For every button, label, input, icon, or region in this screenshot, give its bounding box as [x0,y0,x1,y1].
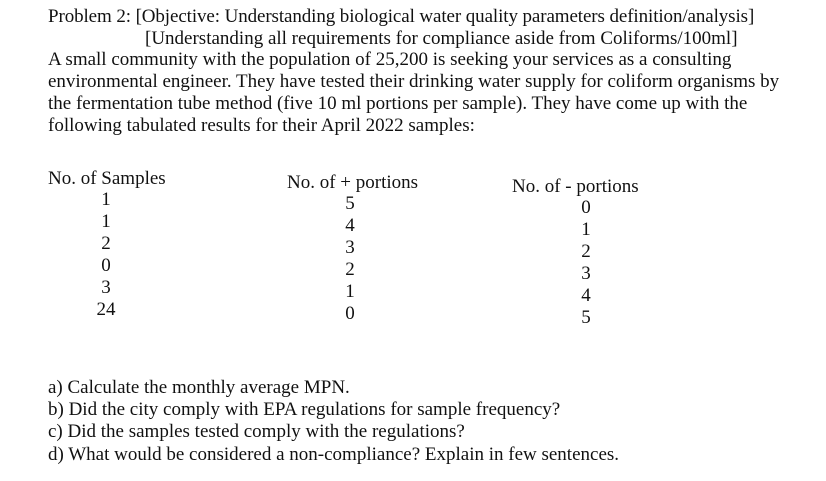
positive-cell: 0 [345,303,355,324]
negative-portions-column [512,176,662,329]
problem-subtitle: [Understanding all requirements for compliance aside from Coliforms/100ml] [145,28,738,49]
samples-header: No. of Samples [48,168,166,189]
positive-cell: 4 [345,215,355,236]
problem-paragraph-line: the fermentation tube method (five 10 ml portions per sample). They have come up with the [48,93,748,114]
positive-cell: 3 [345,237,355,258]
samples-cell: 1 [101,189,111,210]
positive-portions-header: No. of + portions [287,172,419,193]
problem-title: Problem 2: [Objective: Understanding biological water quality parameters definition/analysis] [48,6,755,27]
negative-cell: 0 [581,197,591,218]
samples-cell: 24 [96,299,116,320]
problem-paragraph-line: A small community with the population of 25,200 is seeking your services as a consulting [48,49,732,70]
problem-paragraph-line: following tabulated results for their April 2022 samples: [48,115,475,136]
samples-column [48,168,178,321]
positive-cell: 5 [345,193,355,214]
samples-cell: 3 [101,277,111,298]
negative-cell: 2 [581,241,591,262]
question-d: d) What would be considered a non-compliance? Explain in few sentences. [48,444,620,465]
negative-cell: 1 [581,219,591,240]
positive-portions-column [287,172,437,325]
negative-cell: 4 [581,285,591,306]
positive-cell: 2 [345,259,355,280]
negative-portions-header: No. of - portions [512,176,639,197]
samples-cell: 2 [101,233,111,254]
samples-cell: 0 [101,255,111,276]
positive-cell: 1 [345,281,355,302]
negative-cell: 3 [581,263,591,284]
samples-cell: 1 [101,211,111,232]
question-c: c) Did the samples tested comply with the regulations? [48,421,465,442]
question-b: b) Did the city comply with EPA regulations for sample frequency? [48,399,561,420]
problem-paragraph-line: environmental engineer. They have tested their drinking water supply for coliform organisms by [48,71,780,92]
question-a: a) Calculate the monthly average MPN. [48,377,350,398]
negative-cell: 5 [581,307,591,328]
